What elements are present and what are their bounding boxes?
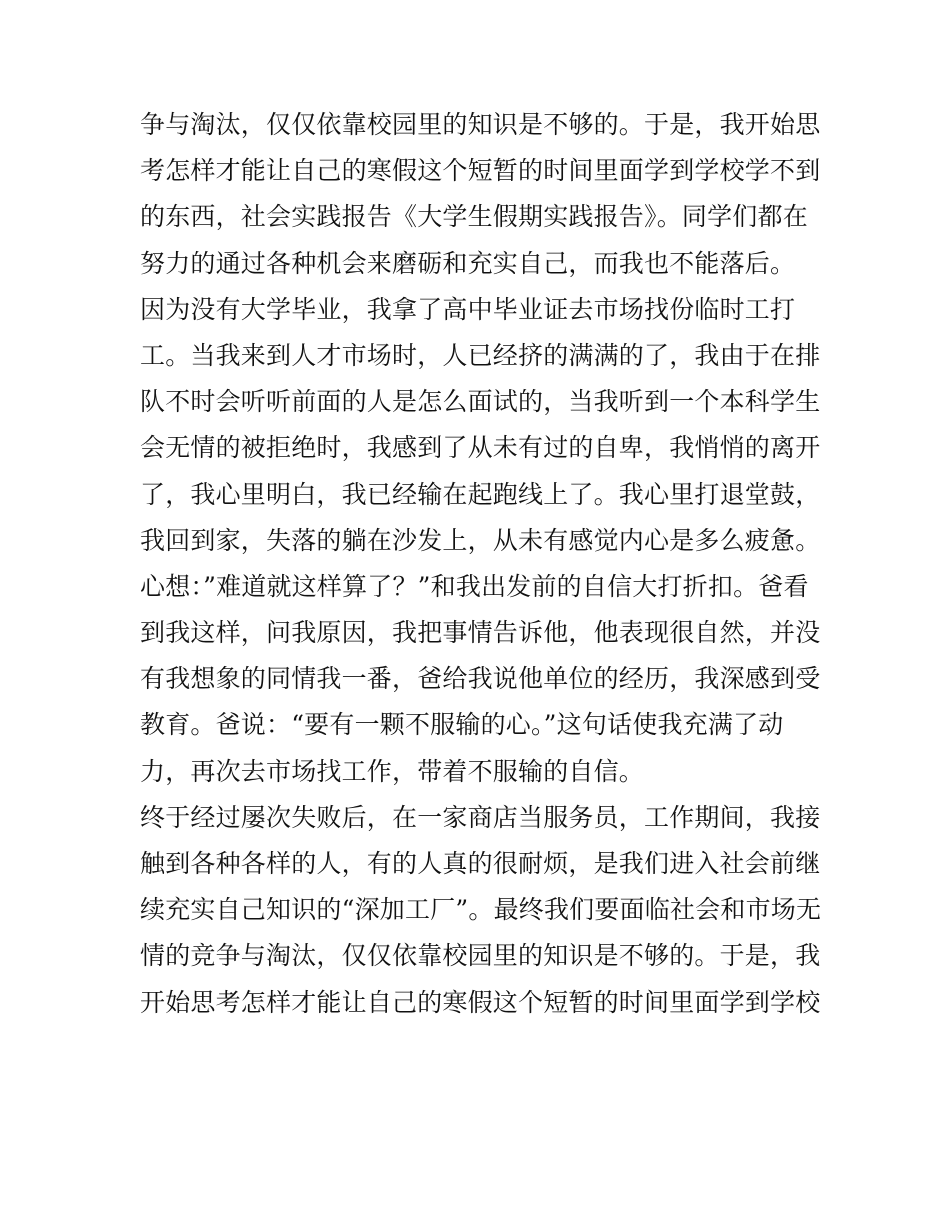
text-line: 力，再次去市场找工作，带着不服输的自信。 [140, 756, 645, 786]
text-line: 情的竞争与淘汰，仅仅依靠校园里的知识是不够的。于是，我 [140, 941, 821, 971]
text-line: 我回到家，失落的躺在沙发上，从未有感觉内心是多么疲惫。 [140, 525, 821, 555]
text-line: 开始思考怎样才能让自己的寒假这个短暂的时间里面学到学校 [140, 987, 821, 1017]
text-line: 到我这样，问我原因，我把事情告诉他，他表现很自然，并没 [140, 618, 821, 648]
text-line: 的东西，社会实践报告《大学生假期实践报告》。同学们都在 [140, 202, 808, 232]
text-line: 心想：”难道就这样算了？”和我出发前的自信大打折扣。爸看 [140, 571, 809, 601]
text-line: 因为没有大学毕业，我拿了高中毕业证去市场找份临时工打 [140, 294, 796, 324]
text-line: 努力的通过各种机会来磨砺和充实自己，而我也不能落后。 [140, 248, 796, 278]
body-text [140, 102, 840, 1026]
text-line: 争与淘汰，仅仅依靠校园里的知识是不够的。于是，我开始思 [140, 110, 821, 139]
text-line: 教育。爸说：“要有一颗不服输的心。”这句话使我充满了动 [140, 710, 784, 740]
text-line: 触到各种各样的人，有的人真的很耐烦，是我们进入社会前继 [140, 849, 821, 878]
text-line: 会无情的被拒绝时，我感到了从未有过的自卑，我悄悄的离开 [140, 433, 821, 463]
text-line: 工。当我来到人才市场时，人已经挤的满满的了，我由于在排 [140, 340, 821, 370]
text-line: 有我想象的同情我一番，爸给我说他单位的经历，我深感到受 [140, 664, 821, 694]
text-line: 考怎样才能让自己的寒假这个短暂的时间里面学到学校学不到 [140, 156, 821, 186]
text-line: 终于经过屡次失败后，在一家商店当服务员，工作期间，我接 [140, 802, 821, 832]
text-line: 队不时会听听前面的人是怎么面试的，当我听到一个本科学生 [140, 387, 821, 417]
text-line: 了，我心里明白，我已经输在起跑线上了。我心里打退堂鼓， [140, 479, 821, 509]
text-line: 续充实自己知识的“深加工厂”。最终我们要面临社会和市场无 [140, 895, 822, 925]
